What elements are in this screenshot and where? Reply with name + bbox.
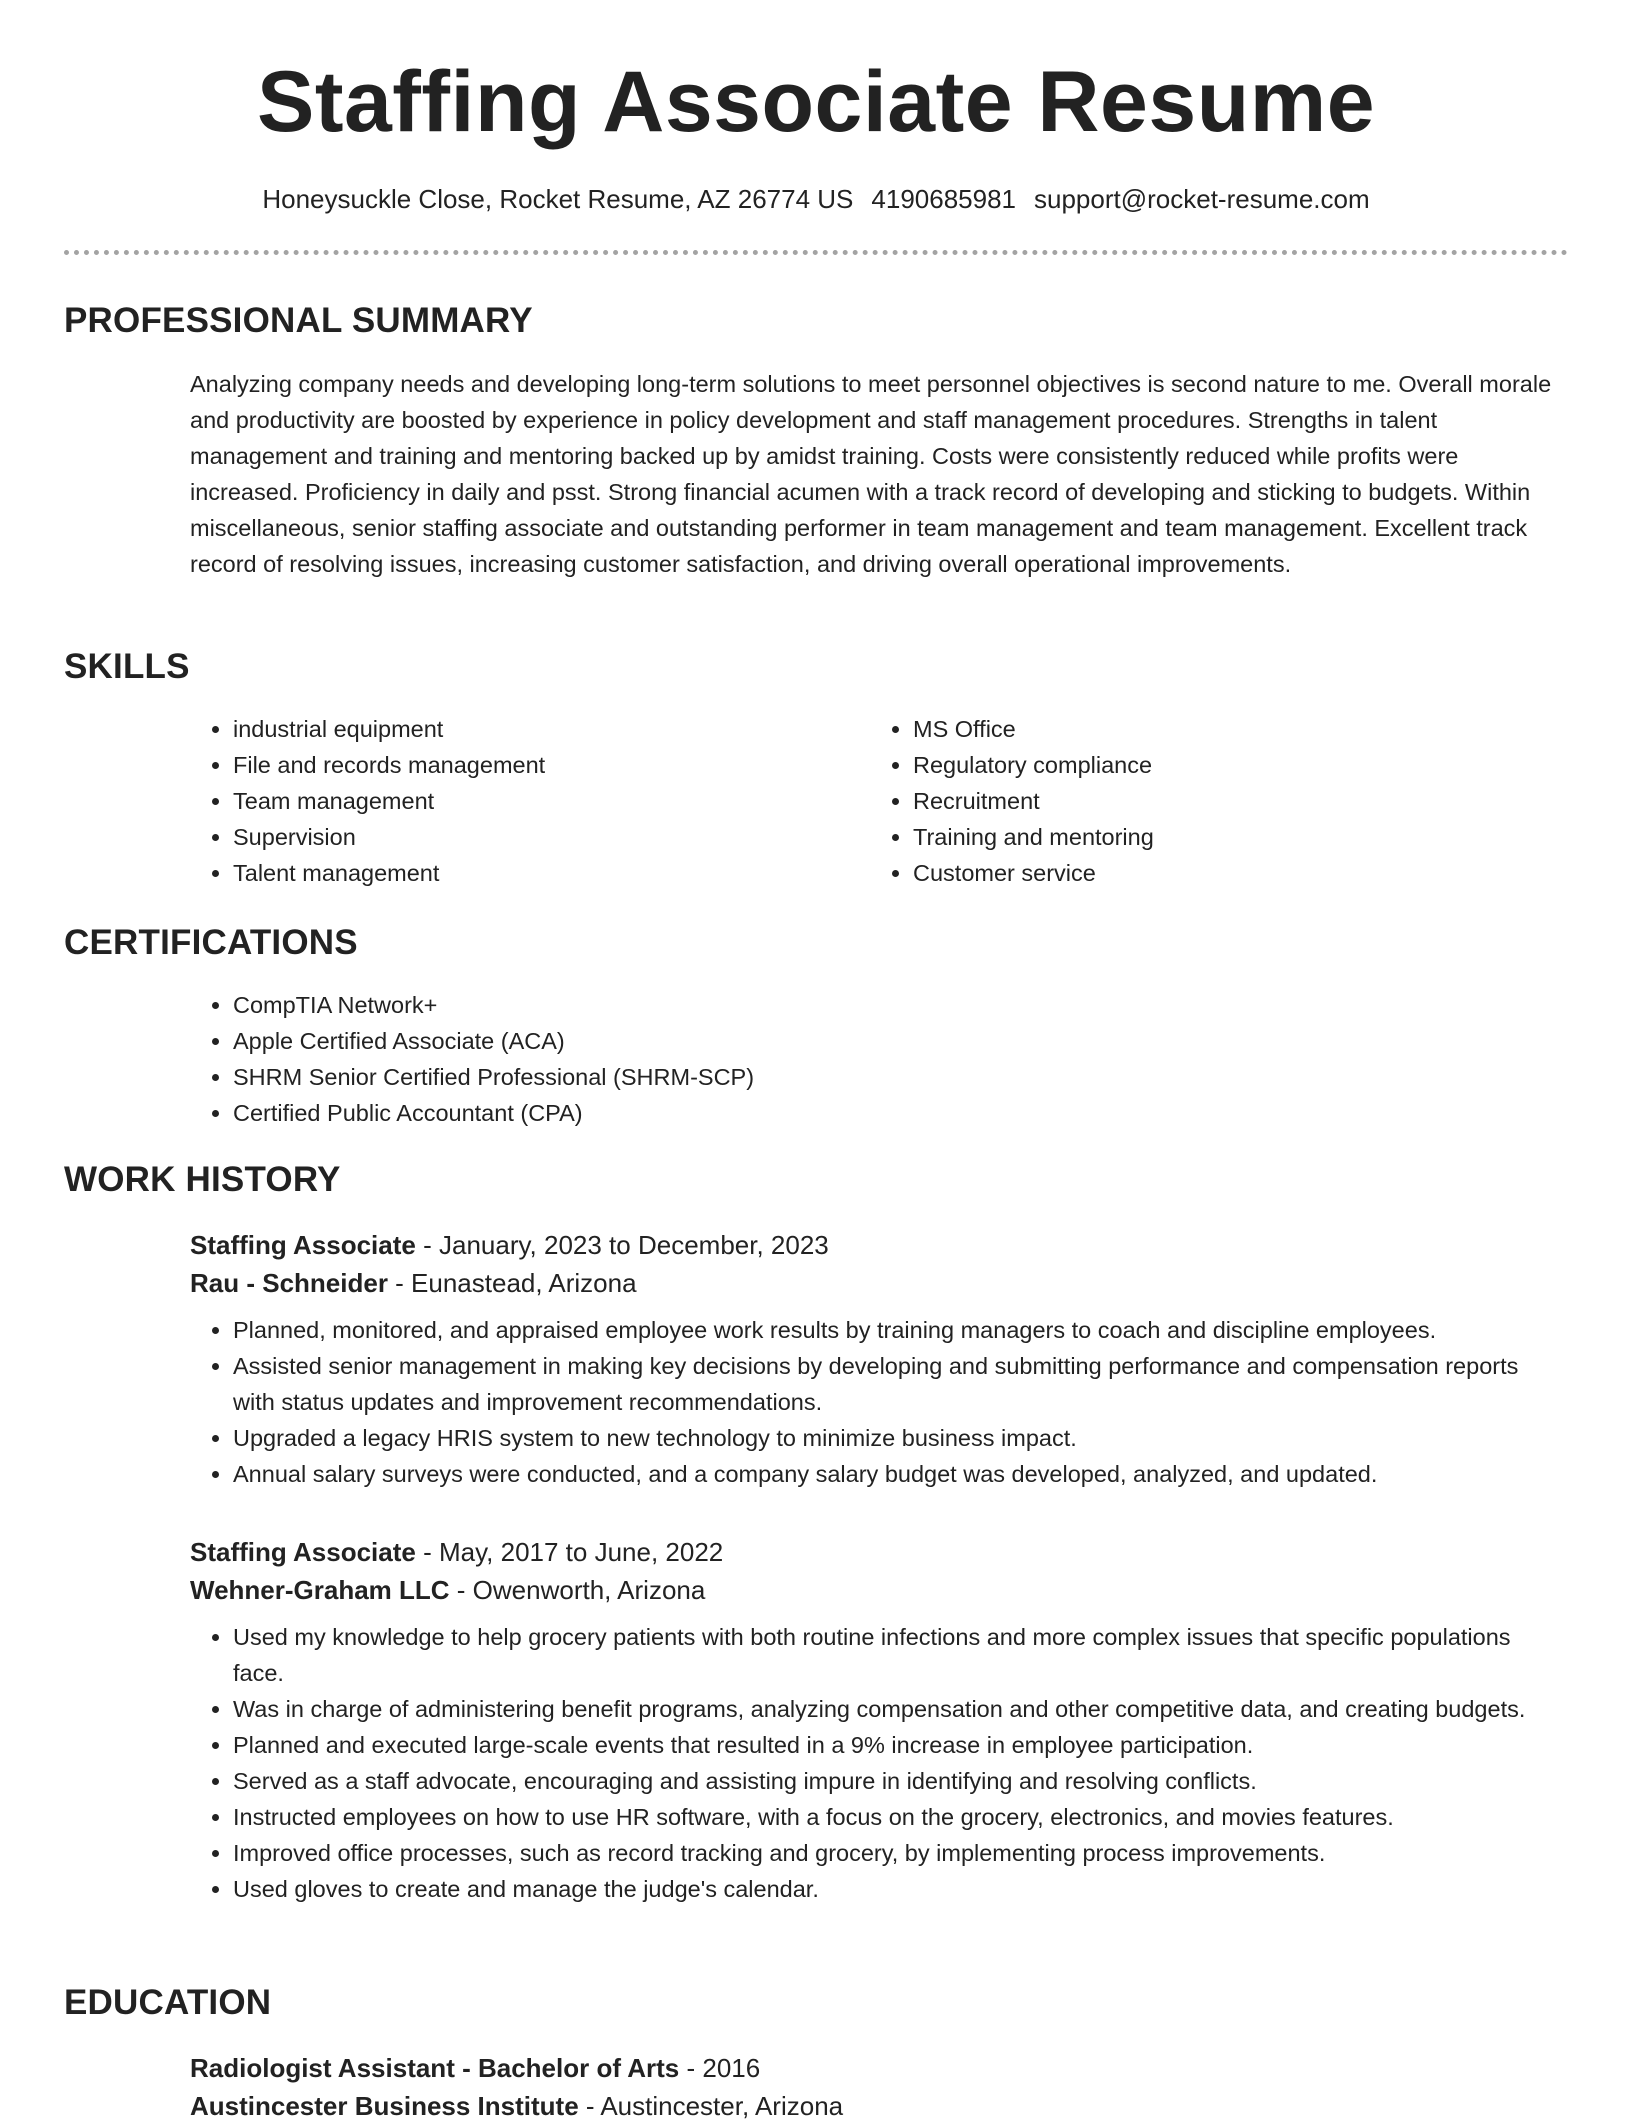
contact-address: Honeysuckle Close, Rocket Resume, AZ 26774 US: [262, 184, 854, 214]
summary-text: Analyzing company needs and developing long-term solutions to meet personnel objectives is second nature to me. Overall morale and productivity are boosted by experience in policy development and staff management procedures. Strengths in talent management and training and mentoring backed up by amidst training. Costs were consistently reduced while profits were increased. Proficiency in daily and psst. Strong financial acumen with a track record of developing and sticking to budgets. Within miscellaneous, senior staffing associate and outstanding performer in team management and team management. Excellent track record of resolving issues, increasing customer satisfaction, and driving overall operational improvements.: [190, 371, 1552, 577]
job-title-line: [190, 1226, 1555, 1264]
skill-item: • Training and mentoring: [913, 819, 1490, 855]
job-bullet: • Assisted senior management in making key decisions by developing and submitting performance and compensation reports with status updates and improvement recommendations.: [233, 1348, 1555, 1420]
job-dates: - January, 2023 to December, 2023: [415, 1230, 829, 1260]
certification-item: • CompTIA Network+: [233, 987, 1490, 1023]
skill-item: • Regulatory compliance: [913, 747, 1490, 783]
job-bullet: • Was in charge of administering benefit programs, analyzing compensation and other competitive data, and creating budgets.: [233, 1691, 1555, 1727]
header-divider: [64, 250, 1568, 255]
certification-item: • Certified Public Accountant (CPA): [233, 1095, 1490, 1131]
education-location: - Austincester, Arizona: [578, 2091, 844, 2121]
certification-item: • Apple Certified Associate (ACA): [233, 1023, 1490, 1059]
job-company-line: [190, 1264, 1555, 1302]
certifications-list: [190, 987, 1490, 1131]
job-bullets: [190, 1619, 1555, 1907]
job-bullet: • Instructed employees on how to use HR software, with a focus on the grocery, electronics, and movies features.: [233, 1799, 1555, 1835]
job-company-line: [190, 1571, 1555, 1609]
job-bullet: • Annual salary surveys were conducted, and a company salary budget was developed, analyzed, and updated.: [233, 1456, 1555, 1492]
skills-heading: SKILLS: [64, 647, 190, 686]
job-bullet: • Used my knowledge to help grocery patients with both routine infections and more complex issues that specific populations face.: [233, 1619, 1555, 1691]
skill-item: • Customer service: [913, 855, 1490, 891]
skill-item: • MS Office: [913, 711, 1490, 747]
skills-column-right: [870, 711, 1490, 891]
summary-heading: PROFESSIONAL SUMMARY: [64, 301, 533, 340]
contact-phone: 4190685981: [871, 184, 1017, 214]
job-role: Staffing Associate: [190, 1230, 416, 1260]
job-location: - Owenworth, Arizona: [449, 1575, 706, 1605]
job-bullet: • Upgraded a legacy HRIS system to new technology to minimize business impact.: [233, 1420, 1555, 1456]
education-school: Austincester Business Institute: [190, 2091, 579, 2121]
education-degree-line: [190, 2049, 1555, 2087]
skill-item: • Recruitment: [913, 783, 1490, 819]
education-year: - 2016: [679, 2053, 761, 2083]
education-school-line: [190, 2087, 1555, 2125]
skill-item: • Supervision: [233, 819, 810, 855]
education-heading: EDUCATION: [64, 1983, 272, 2022]
certification-item: • SHRM Senior Certified Professional (SHRM-SCP): [233, 1059, 1490, 1095]
job-bullet: • Served as a staff advocate, encouraging and assisting impure in identifying and resolving conflicts.: [233, 1763, 1555, 1799]
certifications-heading: CERTIFICATIONS: [64, 923, 358, 962]
job-entry: [190, 1226, 1555, 1492]
job-bullet: • Improved office processes, such as record tracking and grocery, by implementing process improvements.: [233, 1835, 1555, 1871]
job-dates: - May, 2017 to June, 2022: [415, 1537, 724, 1567]
contact-email[interactable]: support@rocket-resume.com: [1034, 184, 1370, 214]
contact-line: [0, 182, 1632, 216]
skill-item: • File and records management: [233, 747, 810, 783]
resume-title: Staffing Associate Resume: [256, 54, 1376, 150]
skills-column-left: [190, 711, 810, 891]
education-degree: Radiologist Assistant - Bachelor of Arts: [190, 2053, 680, 2083]
job-bullet: • Used gloves to create and manage the judge's calendar.: [233, 1871, 1555, 1907]
job-title-line: [190, 1533, 1555, 1571]
job-role: Staffing Associate: [190, 1537, 416, 1567]
job-bullets: [190, 1312, 1555, 1492]
skill-item: • Talent management: [233, 855, 810, 891]
job-location: - Eunastead, Arizona: [387, 1268, 637, 1298]
job-company: Rau - Schneider: [190, 1268, 388, 1298]
skill-item: • Team management: [233, 783, 810, 819]
education-entry: [190, 2049, 1555, 2125]
job-bullet: • Planned, monitored, and appraised employee work results by training managers to coach and discipline employees.: [233, 1312, 1555, 1348]
skill-item: • industrial equipment: [233, 711, 810, 747]
work-history-heading: WORK HISTORY: [64, 1160, 341, 1199]
job-entry: [190, 1533, 1555, 1907]
job-bullet: • Planned and executed large-scale events that resulted in a 9% increase in employee participation.: [233, 1727, 1555, 1763]
job-company: Wehner-Graham LLC: [190, 1575, 450, 1605]
